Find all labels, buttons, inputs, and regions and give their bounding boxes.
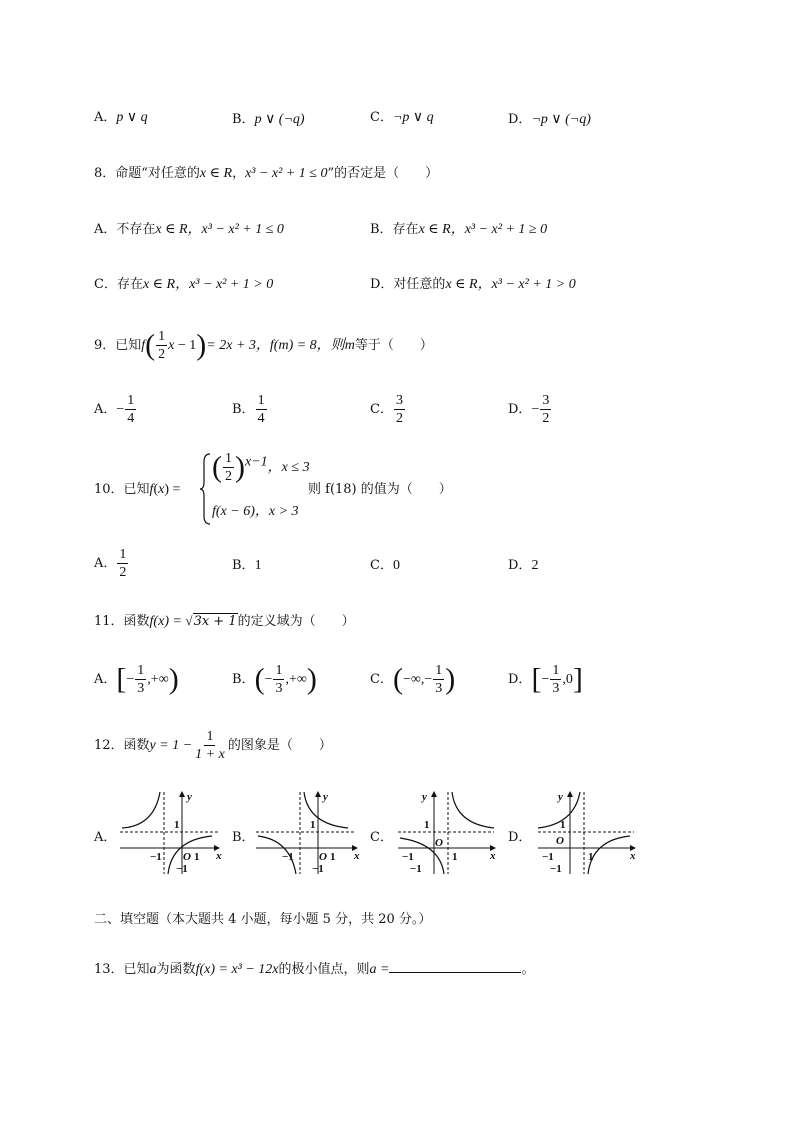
q9-stem: 9．已知f( $\frac{1}{2}$ x − 1)= 2x + 3，f(m) = 8，则m等于（ ） — [94, 328, 433, 362]
q8-option-c: C．存在x ∈ R，x³ − x² + 1 > 0 — [94, 277, 274, 292]
q10-option-c: C．0 — [370, 558, 400, 573]
q12-graph-d — [534, 788, 644, 878]
q11-option-a: A．[− $\frac{1}{3}$ ,+∞) — [94, 662, 179, 696]
q9-option-d: D．− $\frac{3}{2}$ — [508, 393, 550, 426]
svg-text:−1: −1 — [312, 863, 324, 875]
svg-text:1: 1 — [452, 851, 458, 863]
q11-option-d: D．[− $\frac{1}{3}$ ,0] — [508, 662, 583, 696]
svg-text:−1: −1 — [176, 863, 188, 875]
svg-text:x: x — [216, 850, 222, 862]
svg-text:−1: −1 — [542, 851, 554, 863]
section-2-title: 二、填空题（本大题共 4 小题，每小题 5 分，共 20 分。） — [94, 912, 432, 927]
q11-option-c: C．(−∞,− $\frac{1}{3}$ ) — [370, 662, 456, 696]
q8-option-d: D．对任意的x ∈ R，x³ − x² + 1 > 0 — [370, 277, 576, 292]
svg-text:1: 1 — [424, 819, 430, 831]
q7-option-a: A．p ∨ q — [94, 110, 148, 125]
svg-text:y: y — [558, 791, 563, 803]
svg-text:1: 1 — [560, 819, 566, 831]
svg-text:x: x — [630, 850, 636, 862]
q12-graph-a-label: A． — [94, 830, 117, 845]
q13-stem: 13．已知a为函数f(x) = x³ − 12x的极小值点，则a = 。 — [94, 962, 535, 977]
svg-text:x: x — [354, 850, 360, 862]
svg-text:−1: −1 — [282, 851, 294, 863]
svg-text:y: y — [323, 791, 328, 803]
q12-graph-a — [114, 788, 224, 878]
svg-text:1: 1 — [194, 851, 200, 863]
q8-stem: 8．命题“对任意的x ∈ R，x³ − x² + 1 ≤ 0”的否定是（ ） — [94, 166, 439, 181]
left-brace-icon — [200, 452, 212, 526]
q10-option-b: B．1 — [232, 558, 262, 573]
svg-text:−1: −1 — [150, 851, 162, 863]
svg-text:x: x — [490, 850, 496, 862]
q10-option-a: A． $\frac{1}{2}$ — [94, 547, 127, 580]
q10-case1: ( $\frac{1}{2}$ )$^{x-1}$，x ≤ 3 — [212, 450, 310, 484]
q9-option-b: B． $\frac{1}{4}$ — [232, 393, 265, 426]
q10-suffix: 则 f(18) 的值为（ ） — [308, 482, 452, 497]
q10-option-d: D．2 — [508, 558, 539, 573]
svg-text:1: 1 — [330, 851, 336, 863]
svg-text:O: O — [556, 835, 564, 847]
q12-graph-c-label: C． — [370, 830, 393, 845]
q11-stem: 11．函数f(x) = √3x + 1的定义域为（ ） — [94, 613, 355, 629]
q8-option-b: B．存在x ∈ R，x³ − x² + 1 ≥ 0 — [370, 222, 548, 237]
svg-text:y: y — [187, 791, 192, 803]
svg-text:1: 1 — [174, 819, 180, 831]
q10-prefix: 10．已知f(x) = — [94, 482, 181, 497]
q7-option-c: C．¬p ∨ q — [370, 110, 434, 125]
svg-text:−1: −1 — [410, 863, 422, 875]
q11-option-b: B．(− $\frac{1}{3}$ ,+∞) — [232, 662, 317, 696]
q12-graph-c — [394, 788, 504, 878]
q10-case2: f(x − 6)，x > 3 — [212, 504, 299, 519]
q7-option-b: B．p ∨ (¬q) — [232, 112, 305, 127]
q12-graph-b — [252, 788, 362, 878]
q12-graph-d-label: D． — [508, 830, 532, 845]
svg-text:1: 1 — [310, 819, 316, 831]
q7-option-d: D．¬p ∨ (¬q) — [508, 112, 591, 127]
q9-option-c: C． $\frac{3}{2}$ — [370, 393, 403, 426]
q13-answer-blank[interactable] — [389, 960, 521, 973]
svg-text:1: 1 — [588, 851, 594, 863]
q12-graph-b-label: B． — [232, 830, 255, 845]
svg-text:−1: −1 — [550, 863, 562, 875]
q9-option-a: A．− $\frac{1}{4}$ — [94, 393, 135, 426]
svg-text:O: O — [435, 837, 443, 849]
q12-stem: 12．函数y = 1 − $\frac{1}{1 + x}$ 的图象是（ ） — [94, 729, 332, 762]
svg-text:y: y — [422, 791, 427, 803]
svg-text:−1: −1 — [402, 851, 414, 863]
q8-option-a: A．不存在x ∈ R，x³ − x² + 1 ≤ 0 — [94, 222, 284, 237]
svg-text:O: O — [319, 851, 327, 863]
svg-text:O: O — [183, 851, 191, 863]
